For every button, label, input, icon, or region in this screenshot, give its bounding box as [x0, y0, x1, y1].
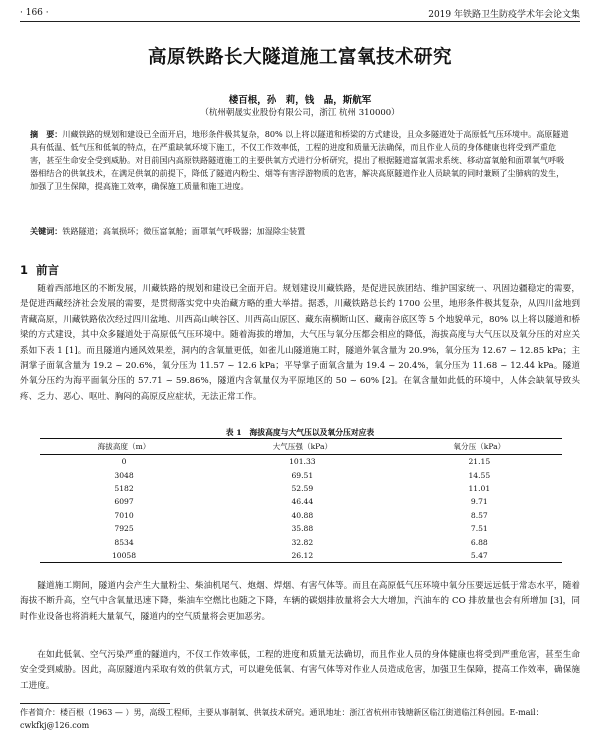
table-cell: 8.57: [470, 510, 488, 520]
author-footnote: 作者简介：楼百根（1963 — ）男，高级工程师，主要从事制氧、供氧技术研究。通讯地址：浙江省杭州市钱塘新区临江街道临江科创园。E-mail：cwkfkj@126.com: [20, 708, 544, 730]
table-cell: 14.55: [468, 470, 491, 480]
table-cell: 35.88: [291, 524, 314, 534]
journal-title: 2019 年铁路卫生防疫学术年会论文集: [428, 9, 580, 20]
author-list: 楼百根，孙 莉，钱 晶，斯航军: [228, 95, 372, 106]
altitude-pressure-table: [40, 438, 562, 563]
table-row: [40, 535, 562, 548]
table-cell: 21.15: [468, 457, 491, 467]
footnote-rule: [20, 703, 170, 704]
running-header: [20, 6, 580, 20]
table-cell: 8534: [114, 537, 134, 547]
section-title: 前言: [36, 263, 60, 277]
abstract-text: 川藏铁路的规划和建设已全面开启，地形条件极其复杂，80% 以上将以隧道和桥梁的方式建设，且众多隧道处于高原低气压环境中。高原隧道具有低温、低气压和低氧的特点，在严重缺氧环境下施工，不仅工作效率低，工程的进度和质量无法确保，而且作业人员的身体健康也将受到严重危害，甚至生命安全受到威胁。对目前国内高原铁路隧道施工的主要供氧方式进行分析研究，提出了根据隧道富氧需求系统、移动富氧舱和面罩氧气呼吸器相结合的供氧技术，在满足供氧的前提下，降低了隧道内粉尘、烟等有害浮游物质的危害，解决高原隧道作业人员缺氧的同时兼顾了尘肺病的发生，加强了卫生保障，提高施工效率，确保施工质量和施工进度。: [30, 129, 569, 191]
table-cell: 32.82: [291, 537, 314, 547]
body-paragraph-1: 随着西部地区的不断发展，川藏铁路的规划和建设已全面开启。规划建设川藏铁路，是促进民族团结、维护国家统一、巩固边疆稳定的需要，是促进西藏经济社会发展的需要，是贯彻落实党中央治藏方略的重大举措。据悉，川藏铁路总长约 1700 公里，地形条件极其复杂，从四川盆地到青藏高原，川藏铁路依次经过四川盆地、川西高山峡谷区、川西高山原区、藏东南横断山区、藏南谷底区等 5 个地貌单元，80% 以上将以隧道和桥梁的方式建设，其中众多隧道处于高原低气压环境中。随着海拔的增加，大气压与氧分压都会相应的降低，海拔高度与大气压以及氧分压的对应关系如下表 1 [1]。而且隧道内通风效果差，洞内的含氧量更低，如雀儿山隧道施工时，隧道外氧含量为 20.9%，氧分压为 12.67 ~ 12.85 kPa；主洞掌子面氧含量为 19.2 ~ 20.6%，氧分压为 11.57 ~ 12.6 kPa；平导掌子面氧含量为 19.4 ~ 20.4%，氧分压为 11.68 ~ 12.44 kPa。隧道外氧分压约为海平面氧分压的 57.71 ~ 59.86%，隧道内含氧量仅为平原地区的 50 ~ 60% [2]。在氧含量如此低的环境中，人体会缺氧导致头疼、乏力、恶心、呕吐、胸闷的高原反应症状，无法正常工作。: [20, 284, 580, 402]
body-paragraph-3: 在如此低氧、空气污染严重的隧道内，不仅工作效率低，工程的进度和质量无法确切，而且作业人员的身体健康也将受到严重危害，甚至生命安全受到威胁。因此，高原隧道内采取有效的供氧方式，可以避免低氧、有害气体等对作业人员造成危害，加强卫生保障，提高工作效率，确保施工进度。: [20, 650, 580, 691]
table-cell: 46.44: [291, 497, 314, 507]
abstract-label: 摘 要：: [30, 129, 63, 139]
body-paragraph-2: 隧道施工期间，隧道内会产生大量粉尘、柴油机尾气、炮烟、焊烟、有害气体等。而且在高原低气压环境中氧分压要远远低于常态水平，随着海拔不断升高，空气中含氧量迅速下降，柴油车空燃比也随之下降，车辆的碳烟排放量将会大大增加，汽油车的 CO 排放量也会有所增加 [3]，同时作业设备也将消耗大量氧气，隧道内的空气质量将会更加恶劣。: [20, 581, 580, 622]
table-cell: 6097: [114, 497, 134, 507]
table-header-cell: 海拔高度（m）: [40, 439, 208, 455]
table-cell: 40.88: [291, 510, 314, 520]
keywords-text: 铁路隧道；高氧损坏；微压富氧舱；面罩氧气呼吸器；加湿除尘装置: [62, 226, 306, 236]
table-caption: 表 1 海拔高度与大气压以及氧分压对应表: [225, 428, 375, 437]
keywords: [30, 225, 570, 238]
table-cell: 7925: [114, 524, 134, 534]
page-number: · 166 ·: [20, 8, 49, 18]
table-header-cell: 大气压强（kPa）: [208, 439, 397, 455]
table-cell: 69.51: [291, 470, 314, 480]
table-row: [40, 468, 562, 481]
section-number: 1: [20, 263, 29, 277]
table-cell: 5.47: [397, 549, 562, 563]
table-cell: 7010: [114, 510, 134, 520]
table-header-cell: 氧分压（kPa）: [397, 439, 562, 455]
table-row: [40, 495, 562, 508]
table-cell: 9.71: [470, 497, 488, 507]
table-cell: 3048: [114, 470, 134, 480]
keywords-label: 关键词：: [30, 226, 63, 236]
table-cell: 11.01: [468, 483, 491, 493]
table-cell: 52.59: [291, 483, 314, 493]
table-cell: 10058: [40, 549, 208, 563]
table-row: [40, 455, 562, 469]
table-cell: 0: [121, 457, 127, 467]
table-cell: 26.12: [208, 549, 397, 563]
table-row: [40, 522, 562, 535]
table-cell: 5182: [114, 483, 134, 493]
affiliation: （杭州朝晟实业股份有限公司，浙江 杭州 310000）: [200, 108, 400, 118]
table-cell: 7.51: [470, 524, 488, 534]
article-title: 高原铁路长大隧道施工富氧技术研究: [147, 47, 452, 68]
table-cell: 101.33: [289, 457, 316, 467]
table-row: [40, 509, 562, 522]
table-row: [40, 482, 562, 495]
table-header-row: [40, 439, 562, 455]
abstract: [30, 128, 570, 193]
table-cell: 6.88: [470, 537, 488, 547]
section-heading: [20, 262, 59, 278]
table-row: [40, 549, 562, 563]
header-rule: [20, 21, 580, 22]
